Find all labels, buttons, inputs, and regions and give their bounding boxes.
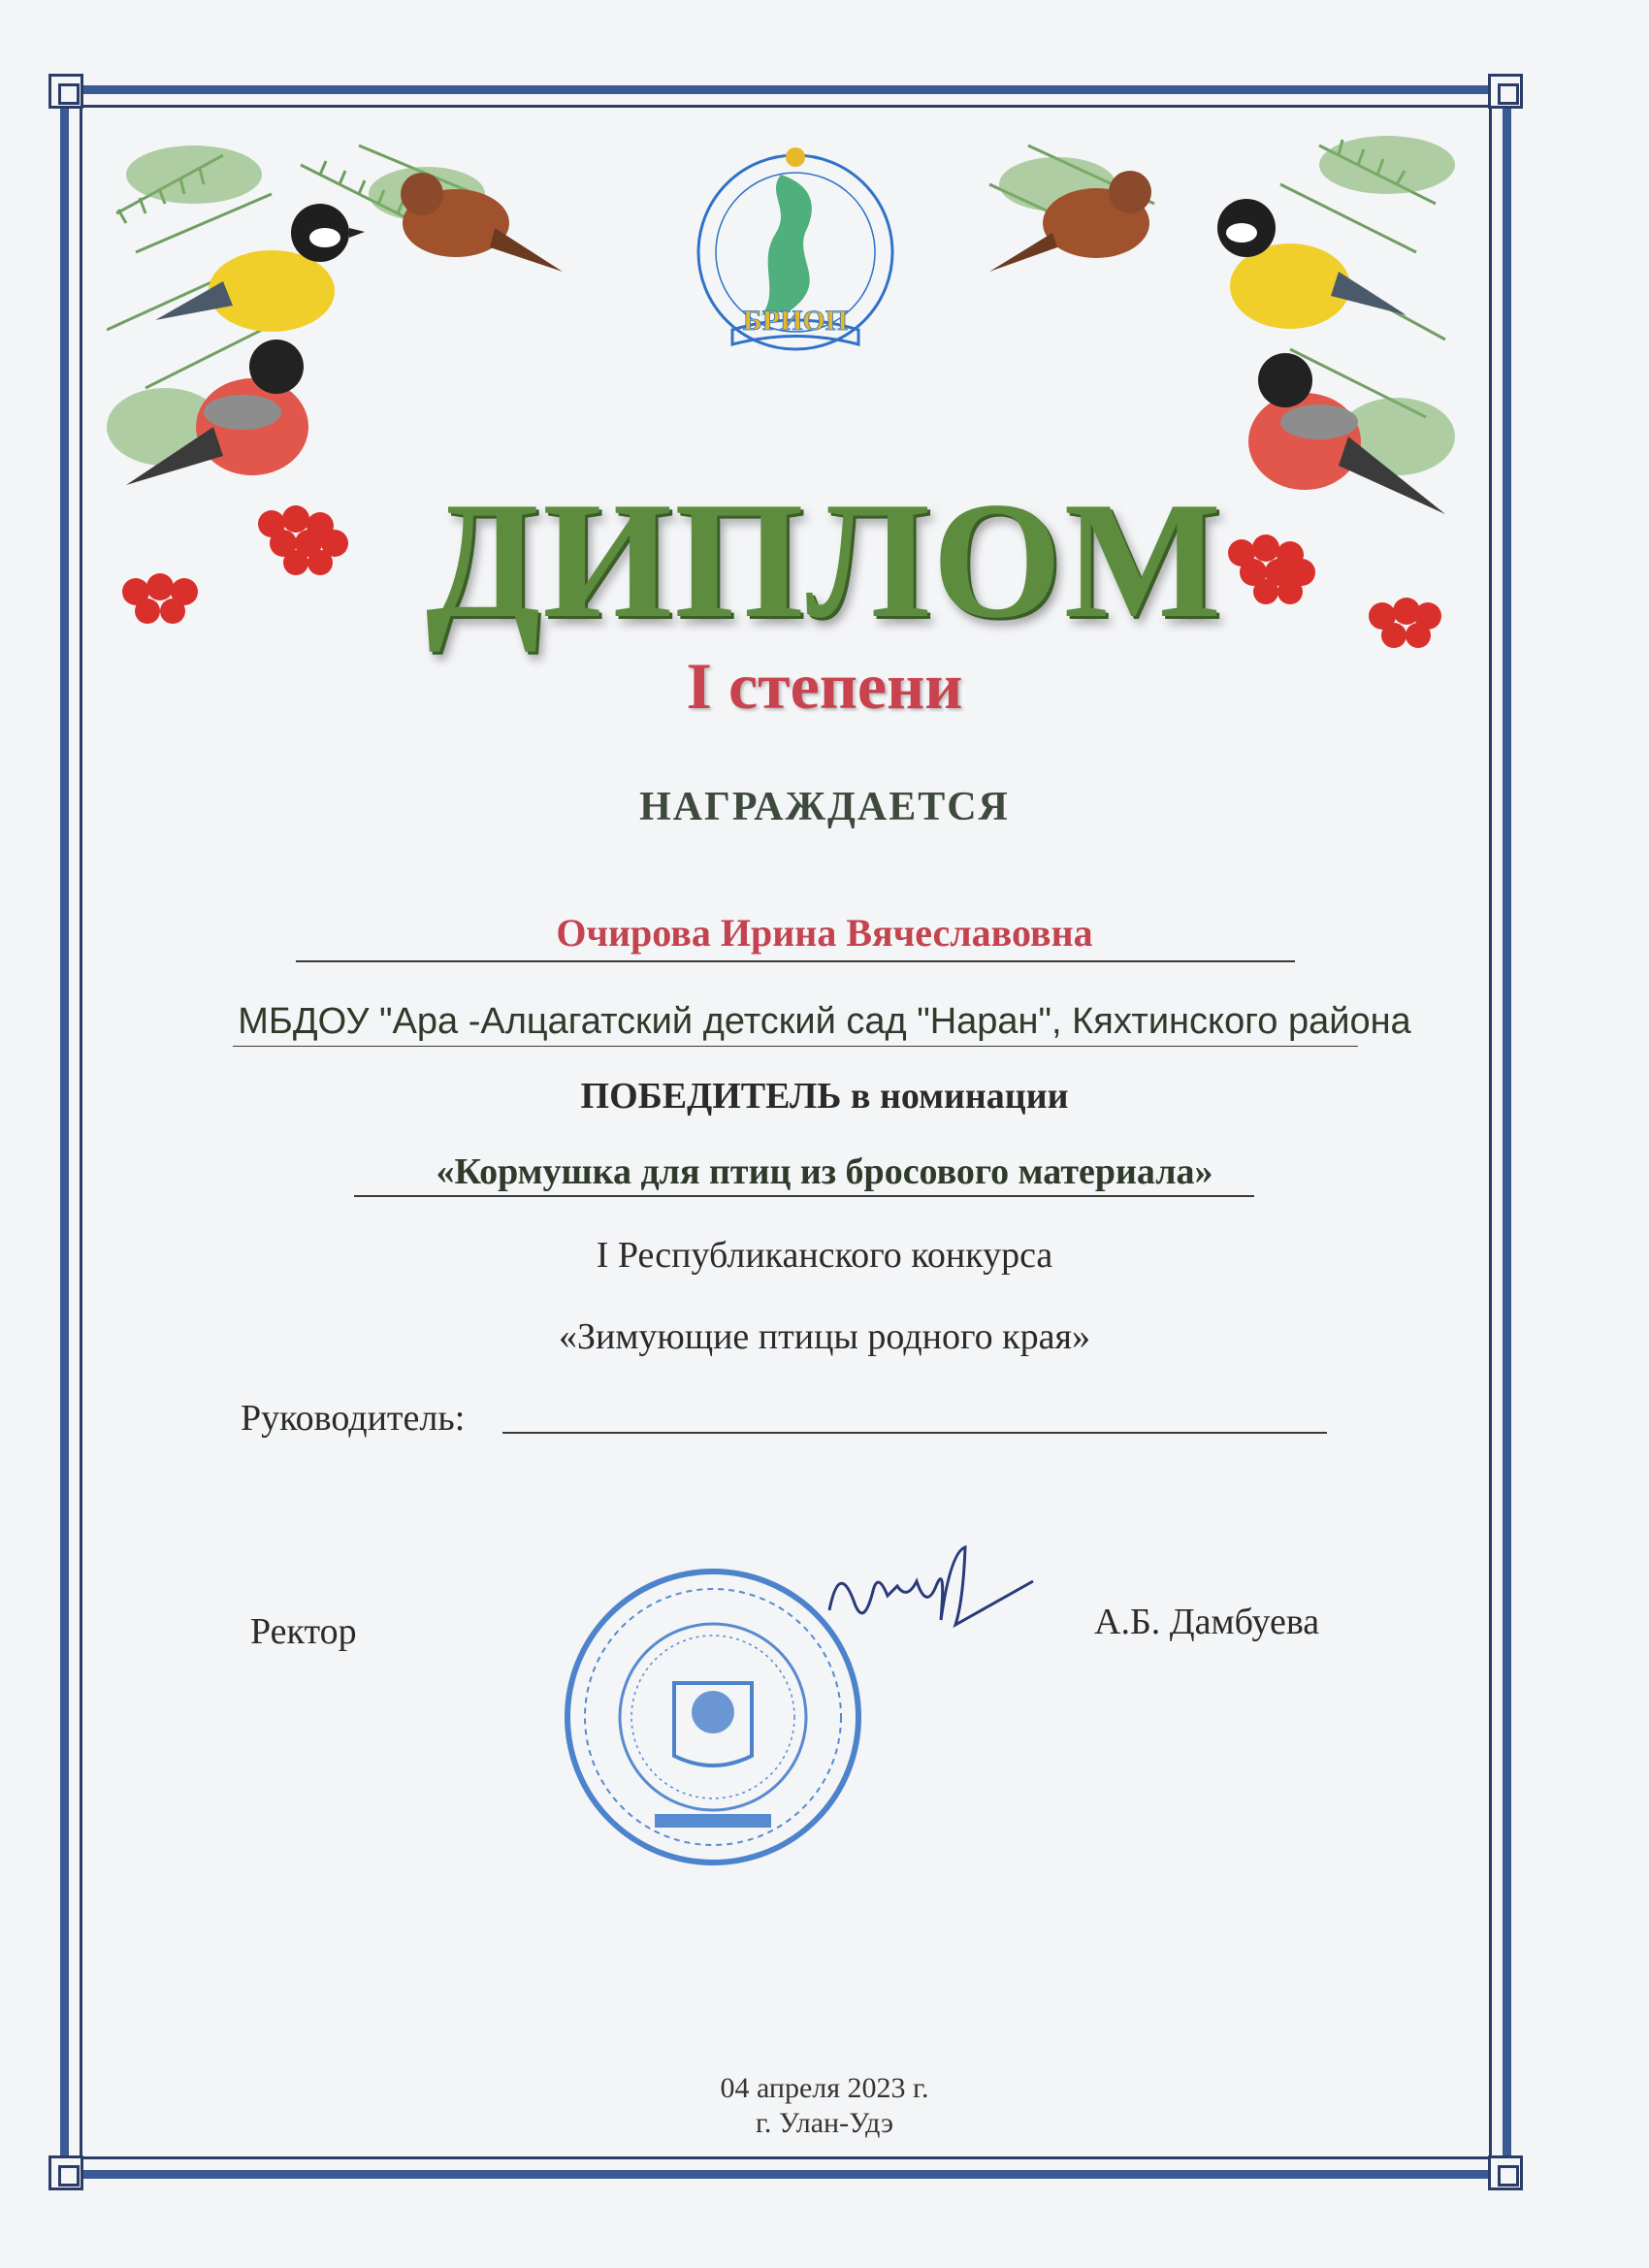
nomination-underline [354,1195,1254,1197]
awarded-label: НАГРАЖДАЕТСЯ [639,785,1010,829]
rector-label: Ректор [250,1611,357,1652]
degree-label: I степени [686,649,963,723]
contest-line-1: I Республиканского конкурса [596,1235,1053,1276]
winner-text: ПОБЕДИТЕЛЬ в номинации [580,1076,1069,1117]
rector-name: А.Б. Дамбуева [1094,1602,1320,1642]
rector-signature [820,1542,1052,1649]
organization-underline [233,1046,1358,1047]
organization: МБДОУ "Ара -Алцагатский детский сад "Наран", Кяхтинского района [238,1001,1411,1042]
corner-ornament [48,74,83,109]
brion-logo [674,136,917,373]
name-underline [296,960,1295,962]
contest-line-2: «Зимующие птицы родного края» [559,1316,1090,1357]
leader-signature-line [502,1432,1327,1434]
recipient-name: Очирова Ирина Вячеславовна [556,911,1093,955]
diploma-title: ДИПЛОМ [425,469,1224,653]
corner-ornament [48,2155,83,2190]
leader-label: Руководитель: [241,1398,466,1439]
logo-text: БРИОП [742,305,849,337]
corner-ornament [1488,2155,1523,2190]
issue-date: 04 апреля 2023 г. [720,2072,929,2104]
nomination-title: «Кормушка для птиц из бросового материала» [436,1151,1213,1192]
issue-city: г. Улан-Удэ [755,2107,894,2139]
corner-ornament [1488,74,1523,109]
